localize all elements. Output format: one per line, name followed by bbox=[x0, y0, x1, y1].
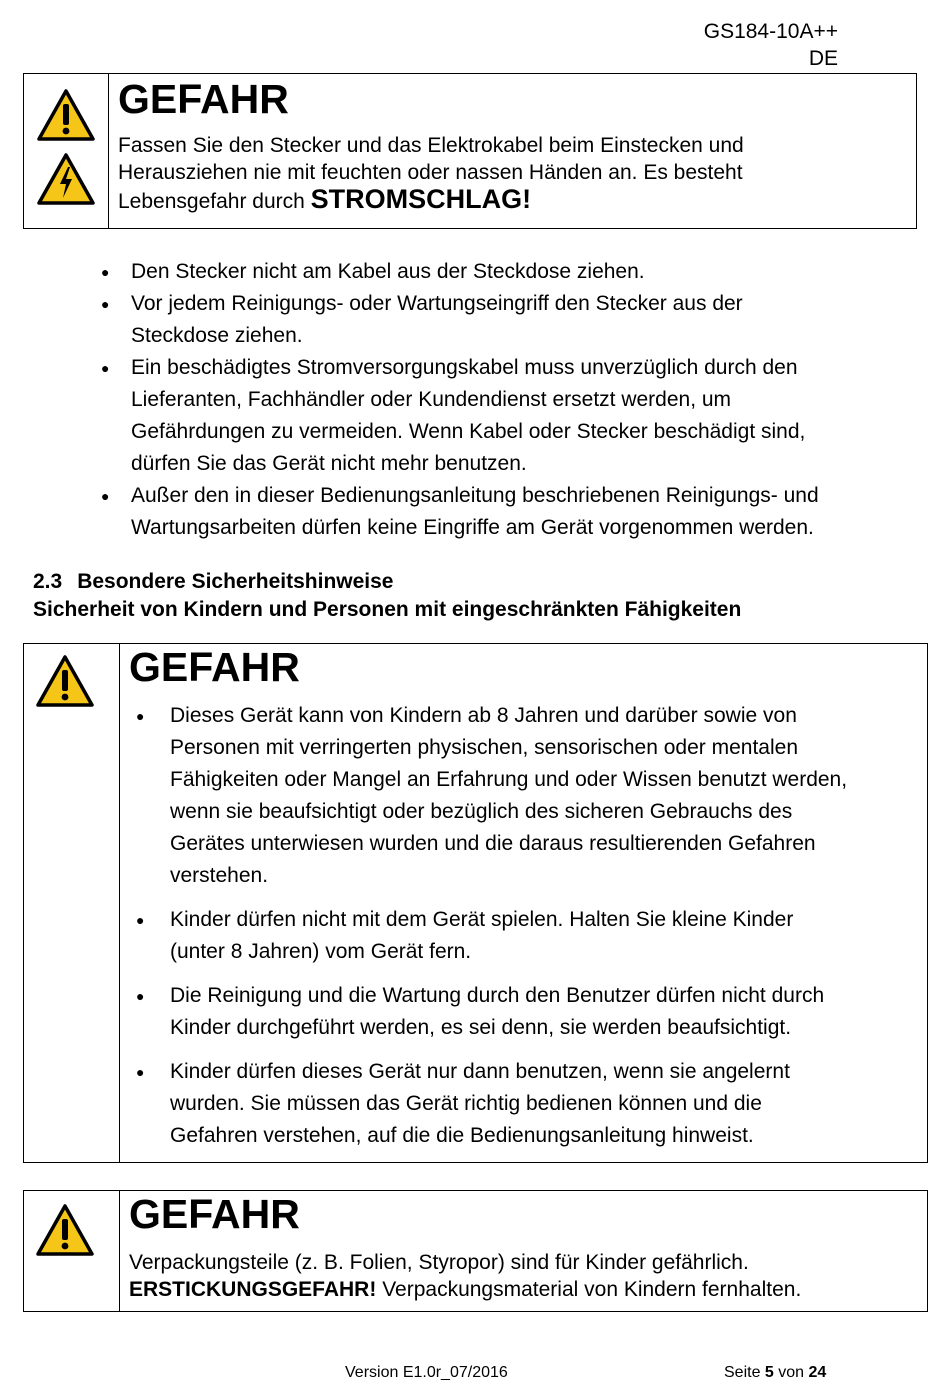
bullet-line: Gerätes unterwiesen wurden und die daraus resultierenden Gefahren bbox=[170, 832, 816, 855]
bullet-item bbox=[101, 288, 921, 352]
bullet-line: Dieses Gerät kann von Kindern ab 8 Jahren und darüber sowie von bbox=[170, 704, 797, 727]
bullet-line: wurden. Sie müssen das Gerät richtig bedienen können und die bbox=[170, 1092, 762, 1115]
danger-emphasis: ERSTICKUNGSGEFAHR! bbox=[129, 1278, 377, 1301]
safety-bullet-list bbox=[101, 256, 921, 544]
bullet-line: Gefahren verstehen, auf die die Bedienungsanleitung hinweist. bbox=[170, 1124, 754, 1147]
electric-hazard-icon bbox=[36, 152, 96, 206]
bullet-item bbox=[101, 480, 921, 544]
section-subtitle: Sicherheit von Kindern und Personen mit eingeschränkten Fähigkeiten bbox=[33, 598, 742, 621]
bullet-line: Wartungsarbeiten dürfen keine Eingriffe am Gerät vorgenommen werden. bbox=[131, 516, 814, 539]
warning-exclamation-icon bbox=[35, 654, 95, 708]
danger-box-electric bbox=[23, 73, 917, 229]
danger-text-line bbox=[129, 1276, 801, 1303]
section-number: 2.3 bbox=[33, 570, 63, 593]
bullet-dot-icon: ● bbox=[136, 988, 145, 1004]
bullet-item bbox=[136, 980, 920, 1044]
danger-text-line: Fassen Sie den Stecker und das Elektrokabel beim Einstecken und bbox=[118, 134, 744, 157]
bullet-line: Kinder dürfen nicht mit dem Gerät spielen. Halten Sie kleine Kinder bbox=[170, 908, 794, 931]
danger-text bbox=[129, 1249, 801, 1303]
danger-title: GEFAHR bbox=[129, 644, 300, 690]
bullet-line: wenn sie beaufsichtigt oder bezüglich des sicheren Gebrauchs des bbox=[170, 800, 793, 823]
bullet-line: dürfen Sie das Gerät nicht mehr benutzen. bbox=[131, 452, 527, 475]
bullet-item bbox=[101, 256, 921, 288]
bullet-dot-icon: ● bbox=[101, 488, 110, 504]
section-heading bbox=[33, 568, 741, 624]
bullet-line: Personen mit verringerten physischen, sensorischen oder mentalen bbox=[170, 736, 799, 759]
page-label: Seite bbox=[724, 1364, 765, 1381]
bullet-line: Kinder durchgeführt werden, es sei denn, sie werden beaufsichtigt. bbox=[170, 1016, 792, 1039]
danger-box-packaging bbox=[23, 1190, 928, 1312]
danger-text-line: Herausziehen nie mit feuchten oder nassen Händen an. Es besteht bbox=[118, 161, 743, 184]
icon-column bbox=[24, 644, 120, 1162]
bullet-line: Außer den in dieser Bedienungsanleitung beschriebenen Reinigungs- und bbox=[131, 484, 819, 507]
bullet-dot-icon: ● bbox=[136, 1064, 145, 1080]
document-header bbox=[704, 18, 838, 72]
bullet-dot-icon: ● bbox=[101, 360, 110, 376]
danger-emphasis: STROMSCHLAG! bbox=[310, 184, 532, 214]
bullet-item bbox=[136, 1056, 920, 1152]
bullet-dot-icon: ● bbox=[101, 296, 110, 312]
bullet-line: Steckdose ziehen. bbox=[131, 324, 303, 347]
bullet-dot-icon: ● bbox=[136, 912, 145, 928]
danger-text-line: Verpackungsteile (z. B. Folien, Styropor) sind für Kinder gefährlich. bbox=[129, 1251, 749, 1274]
section-title: Besondere Sicherheitshinweise bbox=[77, 570, 394, 593]
warning-exclamation-icon bbox=[35, 1203, 95, 1257]
bullet-line: Kinder dürfen dieses Gerät nur dann benutzen, wenn sie angelernt bbox=[170, 1060, 790, 1083]
bullet-line: (unter 8 Jahren) vom Gerät fern. bbox=[170, 940, 472, 963]
danger-text-span: Verpackungsmaterial von Kindern fernhalten. bbox=[376, 1278, 802, 1301]
footer-page-number bbox=[724, 1364, 826, 1382]
bullet-line: Vor jedem Reinigungs- oder Wartungseingriff den Stecker aus der bbox=[131, 292, 743, 315]
page-of: von bbox=[773, 1364, 809, 1381]
bullet-line: Gefährdungen zu vermeiden. Wenn Kabel oder Stecker beschädigt sind, bbox=[131, 420, 806, 443]
page-total: 24 bbox=[808, 1364, 827, 1381]
footer-version: Version E1.0r_07/2016 bbox=[345, 1364, 508, 1381]
danger-bullet-list bbox=[136, 700, 920, 1164]
section-title-line bbox=[33, 568, 741, 596]
language-code: DE bbox=[808, 47, 838, 70]
bullet-item bbox=[136, 904, 920, 968]
bullet-line: Die Reinigung und die Wartung durch den Benutzer dürfen nicht durch bbox=[170, 984, 825, 1007]
bullet-item bbox=[136, 700, 920, 892]
danger-text-span: Lebensgefahr durch bbox=[118, 190, 311, 213]
bullet-dot-icon: ● bbox=[101, 264, 110, 280]
page-current: 5 bbox=[764, 1364, 774, 1381]
danger-title: GEFAHR bbox=[129, 1191, 300, 1237]
bullet-line: Lieferanten, Fachhändler oder Kundendienst ersetzt werden, um bbox=[131, 388, 732, 411]
bullet-line: Fähigkeiten oder Mangel an Erfahrung und oder Wissen benutzt werden, bbox=[170, 768, 848, 791]
bullet-line: Den Stecker nicht am Kabel aus der Steckdose ziehen. bbox=[131, 260, 645, 283]
bullet-dot-icon: ● bbox=[136, 708, 145, 724]
bullet-item bbox=[101, 352, 921, 480]
model-number: GS184-10A++ bbox=[703, 20, 838, 43]
danger-title: GEFAHR bbox=[118, 76, 289, 122]
danger-box-children bbox=[23, 643, 928, 1163]
bullet-line: verstehen. bbox=[170, 864, 269, 887]
warning-exclamation-icon bbox=[36, 88, 96, 142]
danger-text-line bbox=[118, 186, 744, 215]
danger-text bbox=[118, 132, 744, 215]
bullet-line: Ein beschädigtes Stromversorgungskabel muss unverzüglich durch den bbox=[131, 356, 798, 379]
